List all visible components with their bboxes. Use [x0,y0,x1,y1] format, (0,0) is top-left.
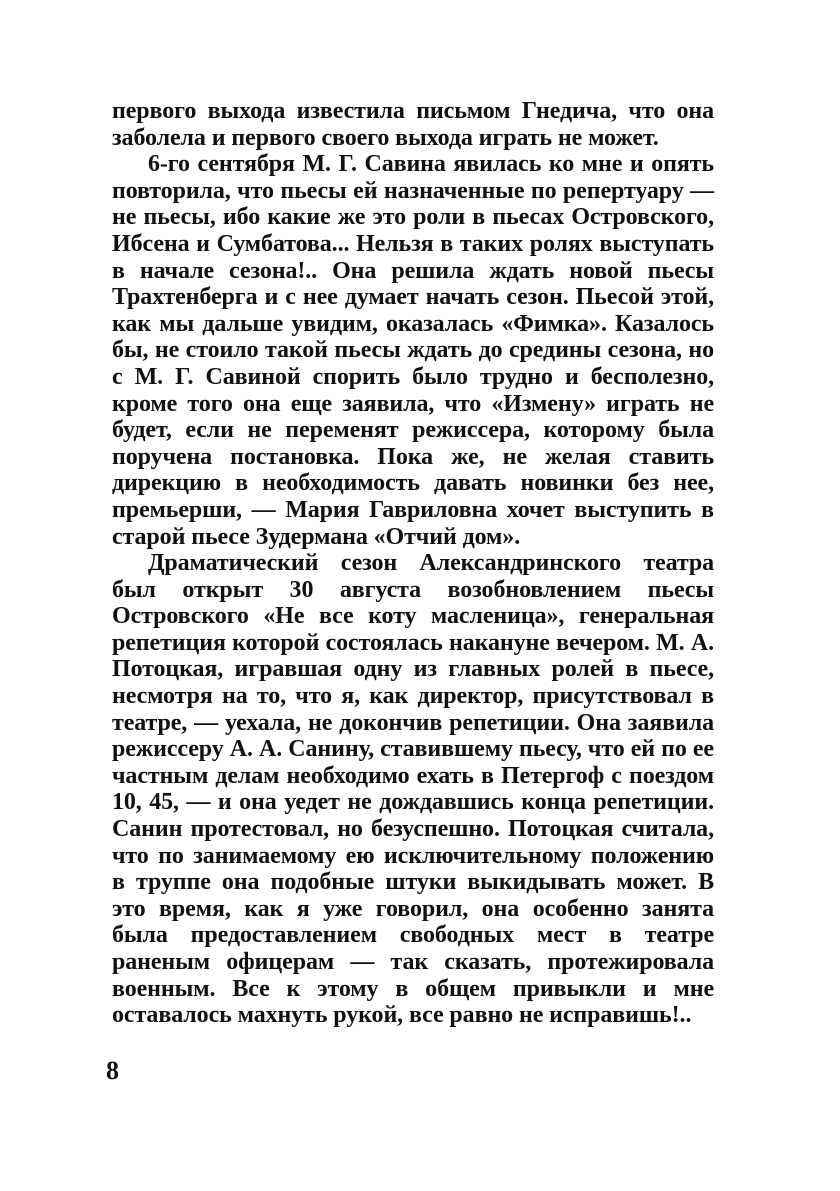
paragraph-continuation: первого выхода известила письмом Гнедича, что она заболела и первого своего выхода играть не может. [112,98,714,151]
body-text [112,98,714,1029]
page-number: 8 [106,1056,119,1085]
paragraph-season-opening: Драматический сезон Александринского театра был открыт 30 августа возобновлением пьесы Островского «Не все коту масленица», генеральная репетиция которой состоялась накануне вечером. М. А. Потоцкая, игравшая одну из главных ролей в пьесе, несмотря на то, что я, как директор, присутствовал в театре, — уехала, не докончив репетиции. Она заявила режиссеру А. А. Санину, ставившему пьесу, что ей по ее частным делам необходимо ехать в Петергоф с поездом 10, 45, — и она уедет не дождавшись конца репетиции. Санин протестовал, но безуспешно. Потоцкая считала, что по занимаемому ею исключительному положению в труппе она подобные штуки выкидывать может. В это время, как я уже говорил, она особенно занята была предоставлением свободных мест в театре раненым офицерам — так сказать, протежировала военным. Все к этому в общем привыкли и мне оставалось махнуть рукой, все равно не исправишь!.. [112,550,714,1029]
paragraph-savina: 6-го сентября М. Г. Савина явилась ко мне и опять повторила, что пьесы ей назначенные по репертуару — не пьесы, ибо какие же это роли в пьесах Островского, Ибсена и Сумбатова... Нельзя в таких ролях выступать в начале сезона!.. Она решила ждать новой пьесы Трахтенберга и с нее думает начать сезон. Пьесой этой, как мы дальше увидим, оказалась «Фимка». Казалось бы, не стоило такой пьесы ждать до средины сезона, но с М. Г. Савиной спорить было трудно и бесполезно, кроме того она еще заявила, что «Измену» играть не будет, если не переменят режиссера, которому была поручена постановка. Пока же, не желая ставить дирекцию в необходимость давать новинки без нее, премьерши, — Мария Гавриловна хочет выступить в старой пьесе Зудермана «Отчий дом». [112,151,714,550]
